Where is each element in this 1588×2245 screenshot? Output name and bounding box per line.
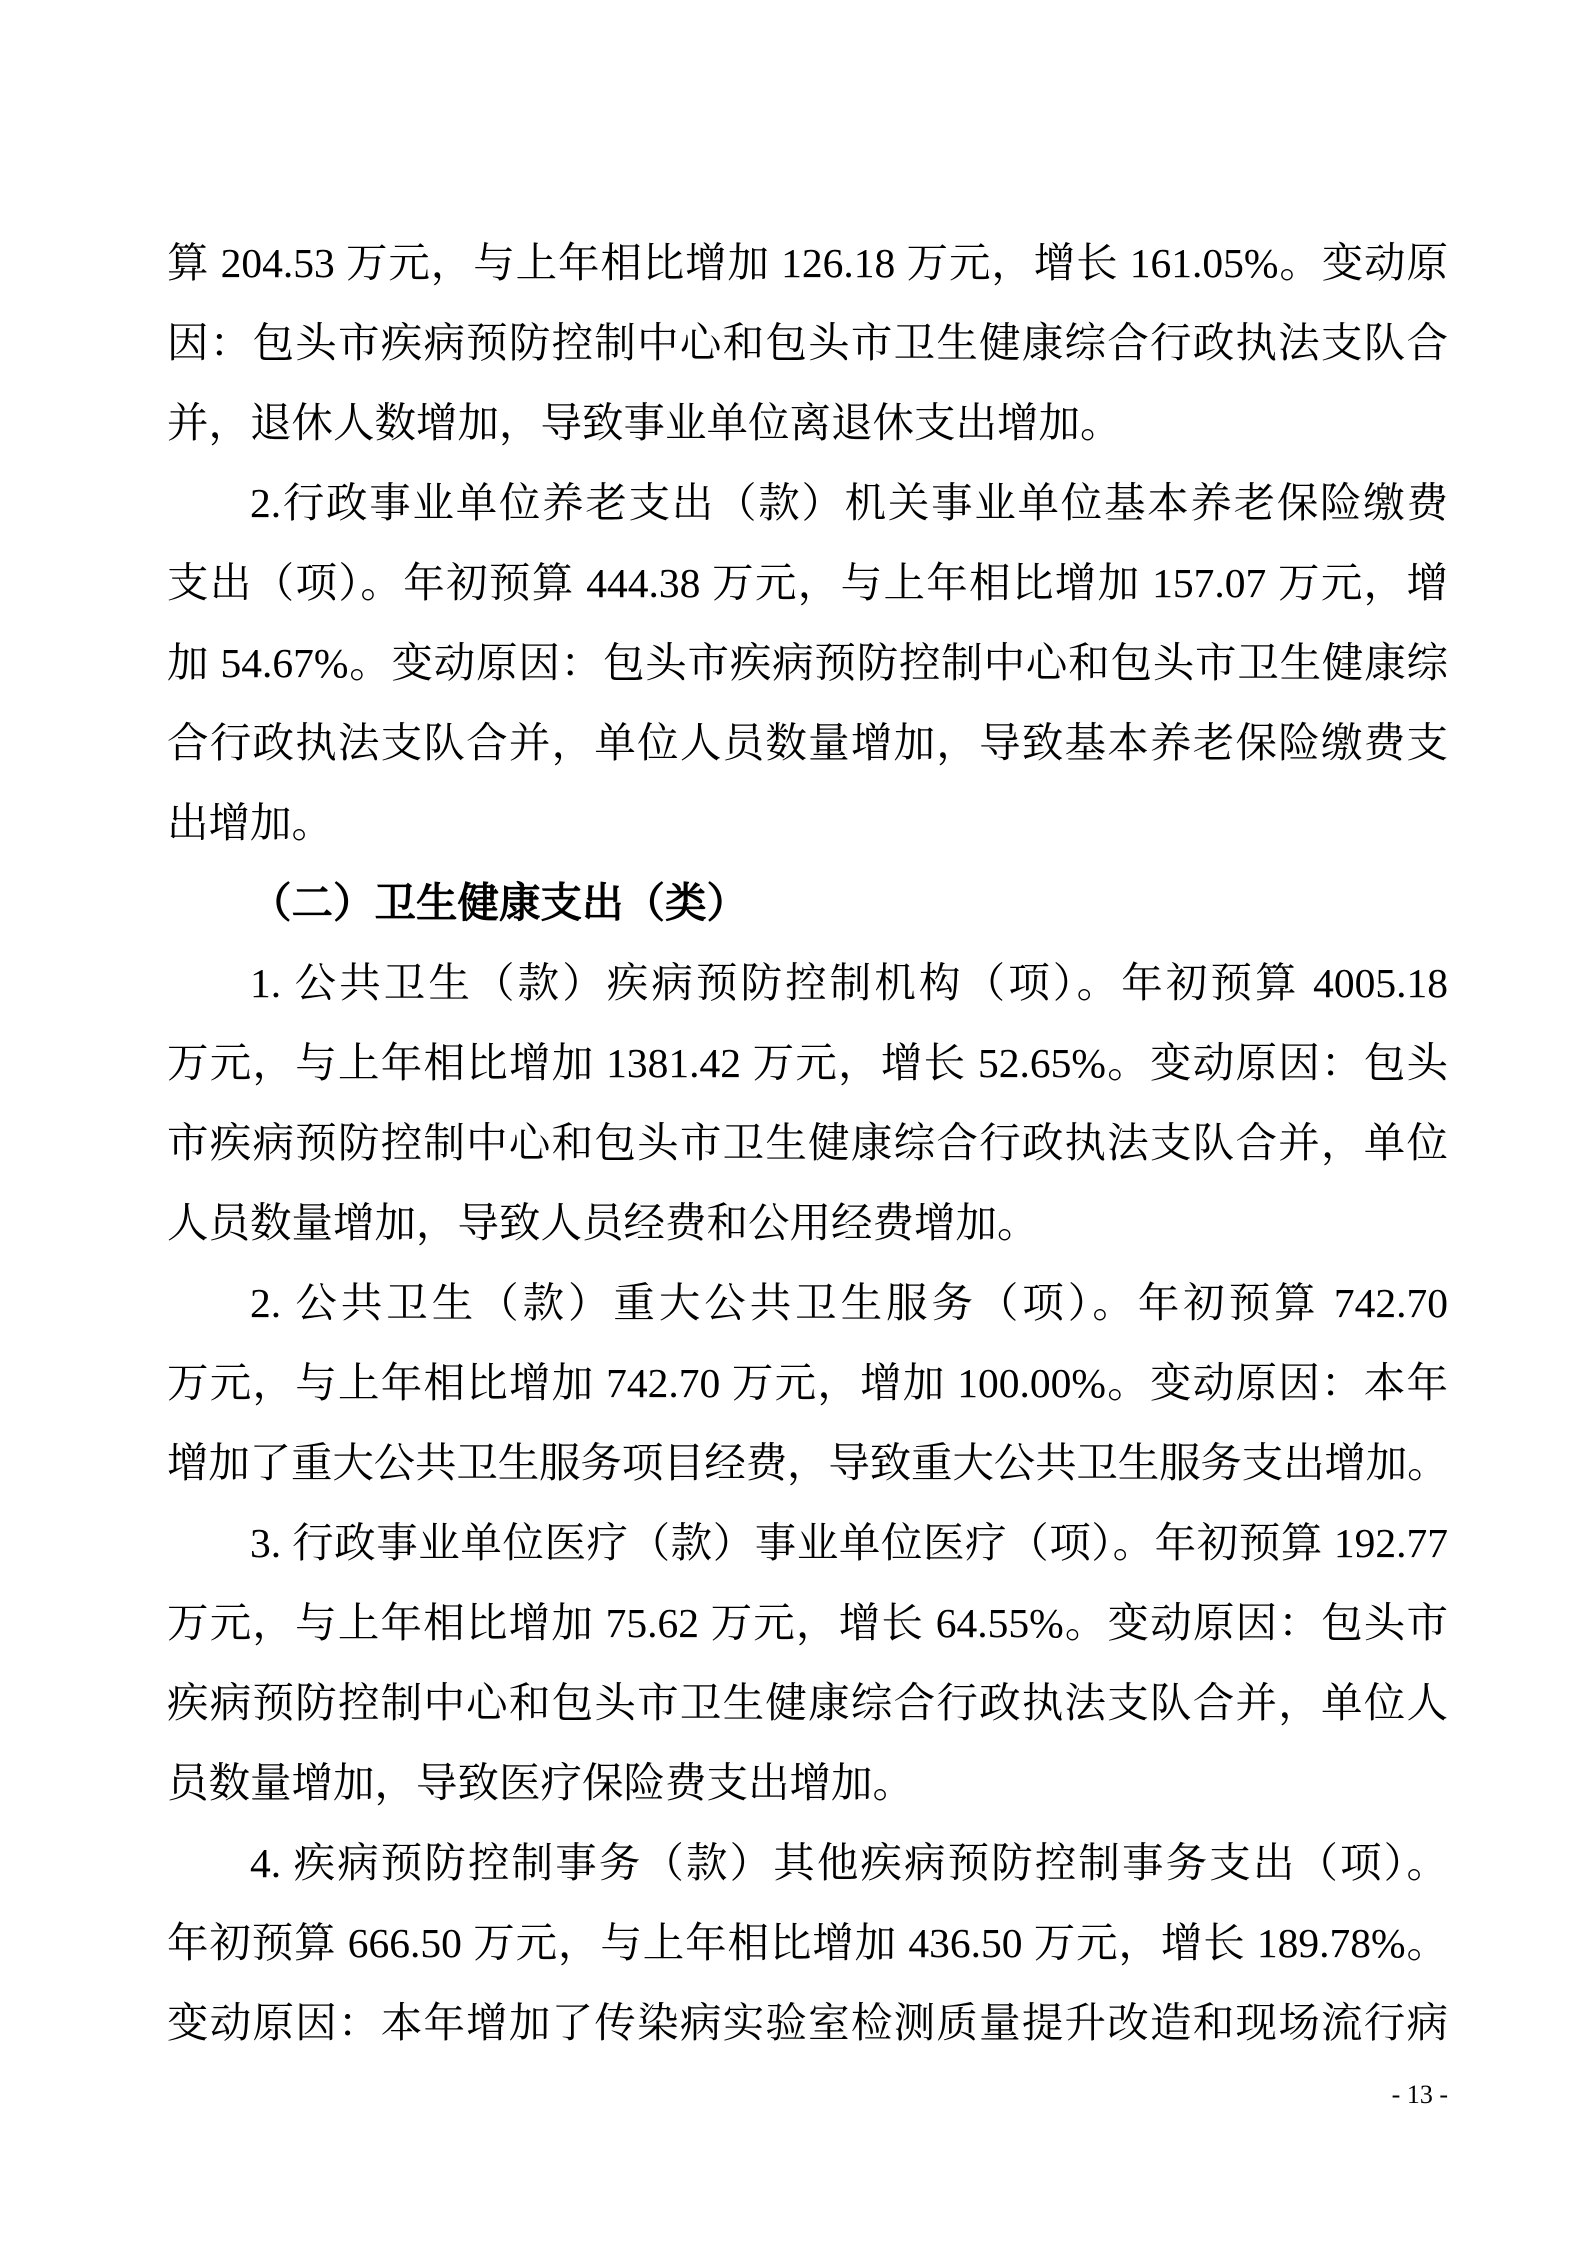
text-line: 万元，与上年相比增加 1381.42 万元，增长 52.65%。变动原因：包头 — [167, 1040, 1448, 1086]
text-line: 出增加。 — [167, 800, 334, 846]
text-line: 并，退休人数增加，导致事业单位离退休支出增加。 — [167, 400, 1122, 446]
text-line: 因：包头市疾病预防控制中心和包头市卫生健康综合行政执法支队合 — [167, 320, 1448, 366]
paragraph-item-disease-control-agency — [167, 943, 1448, 1263]
paragraph-item-pension-contribution — [167, 463, 1448, 863]
text-line: 2. 公共卫生（款）重大公共卫生服务（项）。年初预算 742.70 — [250, 1280, 1448, 1326]
text-line: 变动原因：本年增加了传染病实验室检测质量提升改造和现场流行病 — [167, 2000, 1448, 2046]
text-line: 万元，与上年相比增加 75.62 万元，增长 64.55%。变动原因：包头市 — [167, 1600, 1448, 1646]
text-line: 合行政执法支队合并，单位人员数量增加，导致基本养老保险缴费支 — [167, 720, 1448, 766]
text-line: 支出（项）。年初预算 444.38 万元，与上年相比增加 157.07 万元，增 — [167, 560, 1448, 606]
text-line: 3. 行政事业单位医疗（款）事业单位医疗（项）。年初预算 192.77 — [250, 1520, 1448, 1566]
text-line: 1. 公共卫生（款）疾病预防控制机构（项）。年初预算 4005.18 — [250, 960, 1448, 1006]
text-line: 4. 疾病预防控制事务（款）其他疾病预防控制事务支出（项）。 — [250, 1840, 1448, 1886]
paragraph-retirement-expense-continued — [167, 223, 1448, 463]
paragraph-item-major-public-health-service — [167, 1263, 1448, 1503]
section-heading: （二）卫生健康支出（类） — [250, 880, 749, 926]
text-line: 增加了重大公共卫生服务项目经费，导致重大公共卫生服务支出增加。 — [167, 1440, 1448, 1486]
text-line: 算 204.53 万元，与上年相比增加 126.18 万元，增长 161.05%。变动原 — [167, 240, 1448, 286]
paragraph-item-medical-insurance — [167, 1503, 1448, 1823]
page-number: - 13 - — [1391, 2080, 1448, 2109]
text-line: 员数量增加，导致医疗保险费支出增加。 — [167, 1760, 915, 1806]
paragraph-item-other-disease-control — [167, 1823, 1448, 2063]
text-line: 万元，与上年相比增加 742.70 万元，增加 100.00%。变动原因：本年 — [167, 1360, 1448, 1406]
text-line: 市疾病预防控制中心和包头市卫生健康综合行政执法支队合并，单位 — [167, 1120, 1448, 1166]
text-line: 疾病预防控制中心和包头市卫生健康综合行政执法支队合并，单位人 — [167, 1680, 1448, 1726]
text-line: 人员数量增加，导致人员经费和公用经费增加。 — [167, 1200, 1039, 1246]
text-line: 2.行政事业单位养老支出（款）机关事业单位基本养老保险缴费 — [250, 480, 1448, 526]
text-line: 加 54.67%。变动原因：包头市疾病预防控制中心和包头市卫生健康综 — [167, 640, 1448, 686]
document-body — [167, 223, 1448, 2063]
text-line: 年初预算 666.50 万元，与上年相比增加 436.50 万元，增长 189.78%。 — [167, 1920, 1448, 1966]
section-heading-health-expenditure — [167, 863, 1448, 943]
